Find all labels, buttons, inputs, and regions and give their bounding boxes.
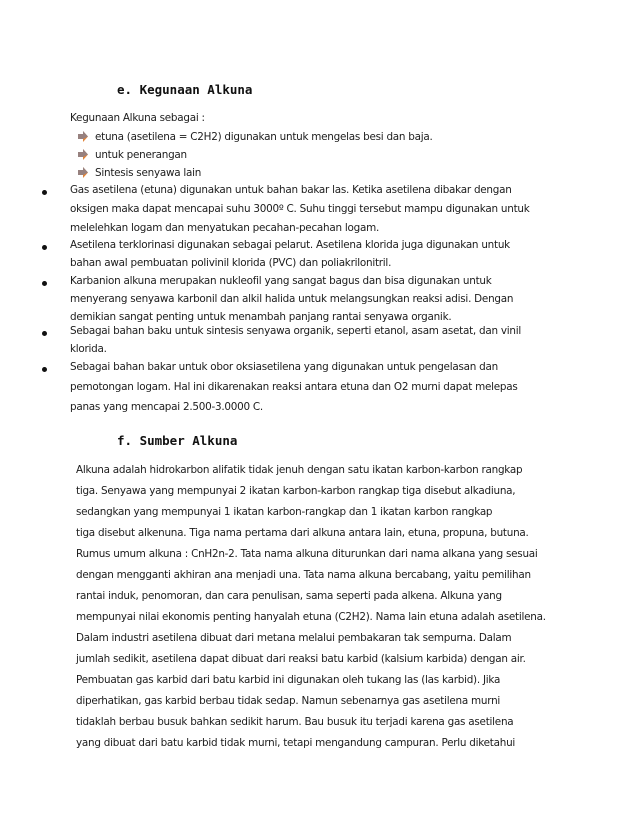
bullet-line: oksigen maka dapat mencapai suhu 3000º C. Suhu tinggi tersebut mampu digunakan untuk [70,203,530,215]
paragraph-line: Dalam industri asetilena dibuat dari metana melalui pembakaran tak sempurna. Dalam [76,632,512,644]
bullet-dot [42,331,47,336]
bullet-dot [42,281,47,286]
paragraph-line: Pembuatan gas karbid dari batu karbid ini digunakan oleh tukang las (las karbid). Jika [76,674,501,686]
bullet-line: bahan awal pembuatan polivinil klorida (PVC) dan poliakrilonitril. [70,257,392,269]
bullet-dot [42,190,47,195]
bullet-line: melelehkan logam dan menyatukan pecahan-pecahan logam. [70,222,379,234]
paragraph-line: jumlah sedikit, asetilena dapat dibuat dari reaksi batu karbid (kalsium karbida) dengan air. [76,653,526,665]
arrow-list-item: untuk penerangan [95,149,187,161]
paragraph-line: yang dibuat dari batu karbid tidak murni, tetapi mengandung campuran. Perlu diketahui [76,737,516,749]
bullet-line: pemotongan logam. Hal ini dikarenakan reaksi antara etuna dan O2 murni dapat melepas [70,381,518,393]
arrow-list-item: Sintesis senyawa lain [95,167,202,179]
section-e-intro: Kegunaan Alkuna sebagai : [70,112,205,124]
bullet-line: panas yang mencapai 2.500-3.0000 C. [70,401,263,413]
paragraph-line: rantai induk, penomoran, dan cara penulisan, sama seperti pada alkena. Alkuna yang [76,590,502,602]
paragraph-line: mempunyai nilai ekonomis penting hanyalah etuna (C2H2). Nama lain etuna adalah asetilena. [76,611,546,623]
bullet-line: klorida. [70,343,107,355]
paragraph-line: sedangkan yang mempunyai 1 ikatan karbon-rangkap dan 1 ikatan karbon rangkap [76,506,493,518]
arrow-bullet-icon [77,167,89,178]
arrow-bullet-icon [77,149,89,160]
bullet-line: menyerang senyawa karbonil dan alkil halida untuk melangsungkan reaksi adisi. Dengan [70,293,514,305]
paragraph-line: diperhatikan, gas karbid berbau tidak sedap. Namun sebenarnya gas asetilena murni [76,695,501,707]
bullet-line: Karbanion alkuna merupakan nukleofil yang sangat bagus dan bisa digunakan untuk [70,275,492,287]
bullet-line: Sebagai bahan bakar untuk obor oksiasetilena yang digunakan untuk pengelasan dan [70,361,498,373]
paragraph-line: dengan mengganti akhiran ana menjadi una. Tata nama alkuna bercabang, yaitu pemilihan [76,569,531,581]
bullet-line: Sebagai bahan baku untuk sintesis senyawa organik, seperti etanol, asam asetat, dan vinil [70,325,522,337]
paragraph-line: tiga disebut alkenuna. Tiga nama pertama dari alkuna antara lain, etuna, propuna, butuna. [76,527,529,539]
section-e-heading: e. Kegunaan Alkuna [117,82,253,97]
bullet-line: Gas asetilena (etuna) digunakan untuk bahan bakar las. Ketika asetilena dibakar dengan [70,184,512,196]
bullet-dot [42,245,47,250]
arrow-bullet-icon [77,131,89,142]
bullet-dot [42,367,47,372]
paragraph-line: Alkuna adalah hidrokarbon alifatik tidak jenuh dengan satu ikatan karbon-karbon rangkap [76,464,523,476]
paragraph-line: tidaklah berbau busuk bahkan sedikit harum. Bau busuk itu terjadi karena gas asetilena [76,716,514,728]
paragraph-line: Rumus umum alkuna : CnH2n-2. Tata nama alkuna diturunkan dari nama alkana yang sesuai [76,548,538,560]
paragraph-line: tiga. Senyawa yang mempunyai 2 ikatan karbon-karbon rangkap tiga disebut alkadiuna, [76,485,516,497]
arrow-list-item: etuna (asetilena = C2H2) digunakan untuk mengelas besi dan baja. [95,131,433,143]
bullet-line: Asetilena terklorinasi digunakan sebagai pelarut. Asetilena klorida juga digunakan untuk [70,239,510,251]
section-f-heading: f. Sumber Alkuna [117,433,238,448]
bullet-line: demikian sangat penting untuk menambah panjang rantai senyawa organik. [70,311,452,323]
